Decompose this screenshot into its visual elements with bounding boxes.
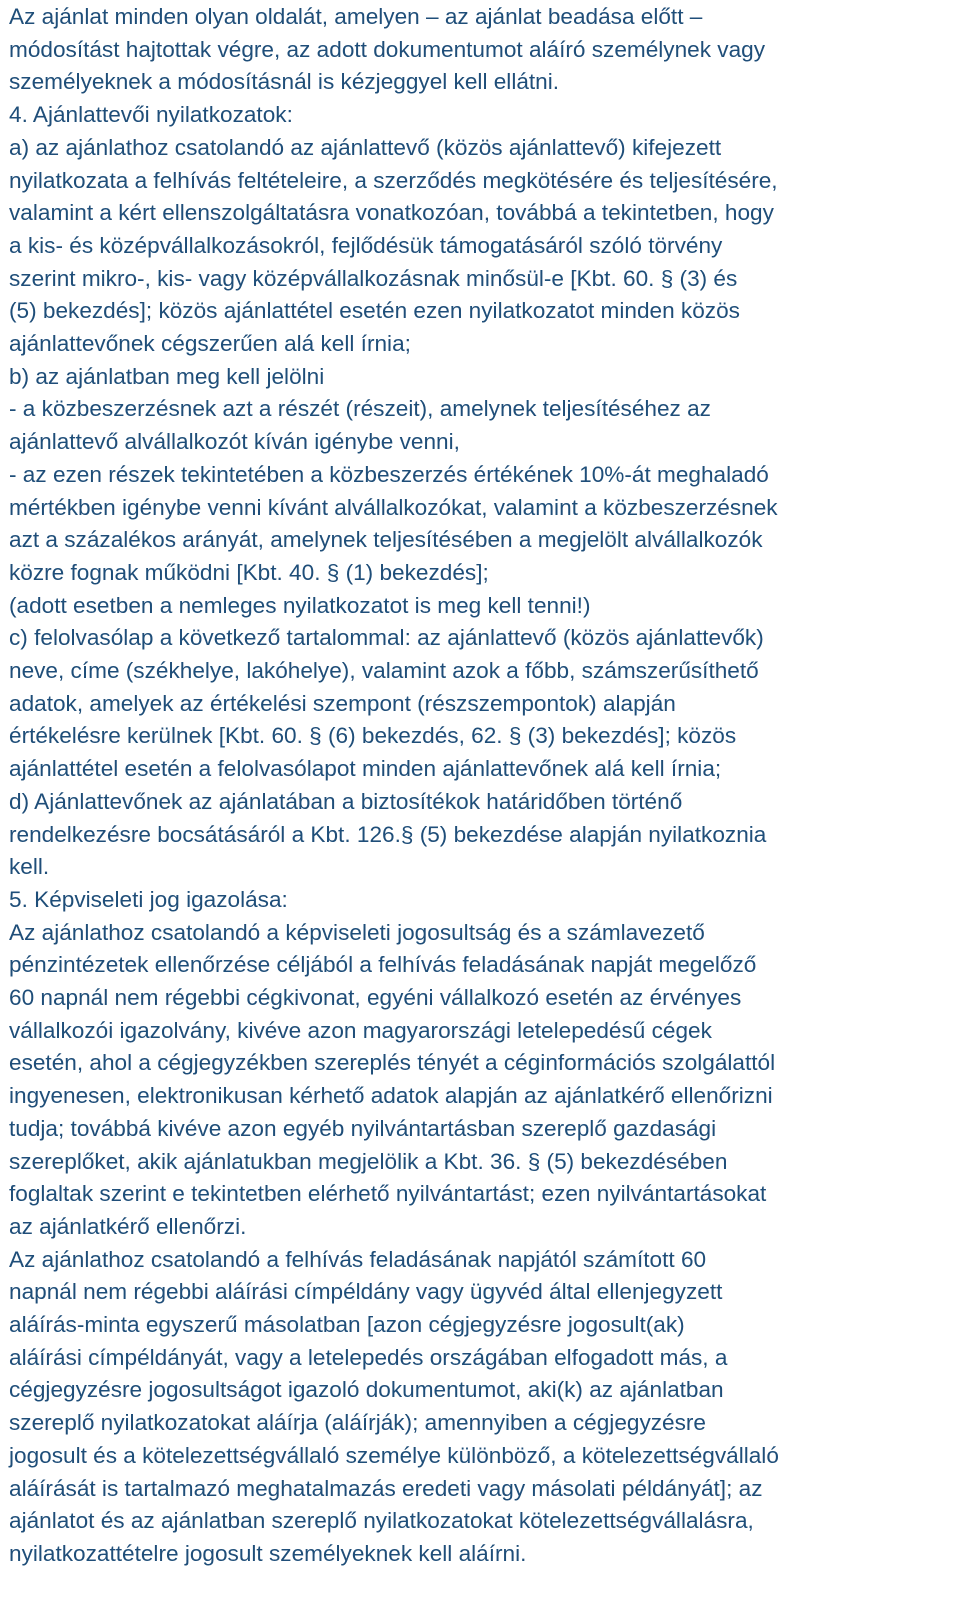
text-line: neve, címe (székhelye, lakóhelye), valamint azok a főbb, számszerűsíthető — [9, 658, 759, 683]
text-line: a kis- és középvállalkozásokról, fejlődésük támogatásáról szóló törvény — [9, 232, 723, 258]
text-line: cégjegyzésre jogosultságot igazoló dokumentumot, aki(k) az ajánlatban — [9, 1377, 724, 1403]
text-line: (adott esetben a nemleges nyilatkozatot is meg kell tenni!) — [9, 592, 591, 618]
text-line: aláírási címpéldányát, vagy a letelepedés országában elfogadott más, a — [9, 1344, 728, 1370]
text-line: Az ajánlathoz csatolandó a felhívás feladásának napjától számított 60 — [9, 1246, 707, 1272]
text-line: értékelésre kerülnek [Kbt. 60. § (6) bekezdés, 62. § (3) bekezdés]; közös — [9, 723, 737, 749]
text-line: aláírás-minta egyszerű másolatban [azon cégjegyzésre jogosult(ak) — [9, 1312, 685, 1337]
text-line: 60 napnál nem régebbi cégkivonat, egyéni vállalkozó esetén az érvényes — [9, 985, 742, 1010]
text-line: szereplőket, akik ajánlatukban megjelölik a Kbt. 36. § (5) bekezdésében — [9, 1148, 728, 1174]
text-line: jogosult és a kötelezettségvállaló személye különböző, a kötelezettségvállaló — [9, 1442, 779, 1468]
text-line: - az ezen részek tekintetében a közbeszerzés értékének 10%-át meghaladó — [9, 461, 769, 487]
text-line: kell. — [9, 854, 50, 880]
text-line: foglaltak szerint e tekintetben elérhető nyilvántartást; ezen nyilvántartásokat — [9, 1181, 767, 1207]
text-line: nyilatkozata a felhívás feltételeire, a szerződés megkötésére és teljesítésére, — [9, 167, 778, 193]
text-line: személyeknek a módosításnál is kézjeggyel kell ellátni. — [9, 69, 560, 95]
text-line: rendelkezésre bocsátásáról a Kbt. 126.§ (5) bekezdése alapján nyilatkoznia — [9, 821, 767, 847]
text-line: ingyenesen, elektronikusan kérhető adatok alapján az ajánlatkérő ellenőrizni — [9, 1083, 773, 1109]
text-line: közre fognak működni [Kbt. 40. § (1) bekezdés]; — [9, 559, 489, 585]
text-line: módosítást hajtottak végre, az adott dokumentumot aláíró személynek vagy — [9, 36, 766, 62]
text-line: b) az ajánlatban meg kell jelölni — [9, 363, 325, 389]
text-line: Az ajánlat minden olyan oldalát, amelyen – az ajánlat beadása előtt – — [9, 4, 703, 29]
text-line: napnál nem régebbi aláírási címpéldány vagy ügyvéd által ellenjegyzett — [9, 1279, 723, 1305]
text-line: c) felolvasólap a következő tartalommal: az ajánlattevő (közös ajánlattevők) — [9, 625, 764, 651]
text-line: szereplő nyilatkozatokat aláírja (aláírják); amennyiben a cégjegyzésre — [9, 1410, 706, 1436]
text-line: mértékben igénybe venni kívánt alvállalkozókat, valamint a közbeszerzésnek — [9, 494, 778, 520]
text-line: pénzintézetek ellenőrzése céljából a felhívás feladásának napját megelőző — [9, 952, 757, 978]
section-heading: 4. Ajánlattevői nyilatkozatok: — [9, 102, 293, 128]
text-line: ajánlatot és az ajánlatban szereplő nyilatkozatokat kötelezettségvállalásra, — [9, 1508, 754, 1534]
text-line: vállalkozói igazolvány, kivéve azon magyarországi letelepedésű cégek — [9, 1017, 712, 1043]
text-line: ajánlattétel esetén a felolvasólapot minden ajánlattevőnek alá kell írnia; — [9, 756, 722, 782]
section-heading: 5. Képviseleti jog igazolása: — [9, 886, 288, 912]
text-line: - a közbeszerzésnek azt a részét (részeit), amelynek teljesítéséhez az — [9, 396, 711, 422]
text-line: azt a százalékos arányát, amelynek teljesítésében a megjelölt alvállalkozók — [9, 527, 763, 553]
text-line: d) Ajánlattevőnek az ajánlatában a biztosítékok határidőben történő — [9, 788, 683, 814]
text-line: szerint mikro-, kis- vagy középvállalkozásnak minősül-e [Kbt. 60. § (3) és — [9, 265, 738, 291]
text-line: adatok, amelyek az értékelési szempont (részszempontok) alapján — [9, 690, 676, 716]
text-line: az ajánlatkérő ellenőrzi. — [9, 1213, 247, 1239]
text-line: nyilatkozattételre jogosult személyeknek kell aláírni. — [9, 1540, 527, 1566]
text-line: valamint a kért ellenszolgáltatásra vonatkozóan, továbbá a tekintetben, hogy — [9, 200, 774, 226]
text-line: tudja; továbbá kivéve azon egyéb nyilvántartásban szereplő gazdasági — [9, 1115, 717, 1141]
text-line: Az ajánlathoz csatolandó a képviseleti jogosultság és a számlavezető — [9, 919, 705, 945]
text-line: (5) bekezdés]; közös ajánlattétel esetén ezen nyilatkozatot minden közös — [9, 298, 740, 324]
text-line: a) az ajánlathoz csatolandó az ajánlattevő (közös ajánlattevő) kifejezett — [9, 134, 722, 160]
text-line: esetén, ahol a cégjegyzékben szereplés tényét a céginformációs szolgálattól — [9, 1050, 776, 1076]
text-line: ajánlattevő alvállalkozót kíván igénybe venni, — [9, 429, 460, 455]
text-line: aláírását is tartalmazó meghatalmazás eredeti vagy másolati példányát]; az — [9, 1475, 763, 1501]
text-line: ajánlattevőnek cégszerűen alá kell írnia; — [9, 331, 411, 356]
